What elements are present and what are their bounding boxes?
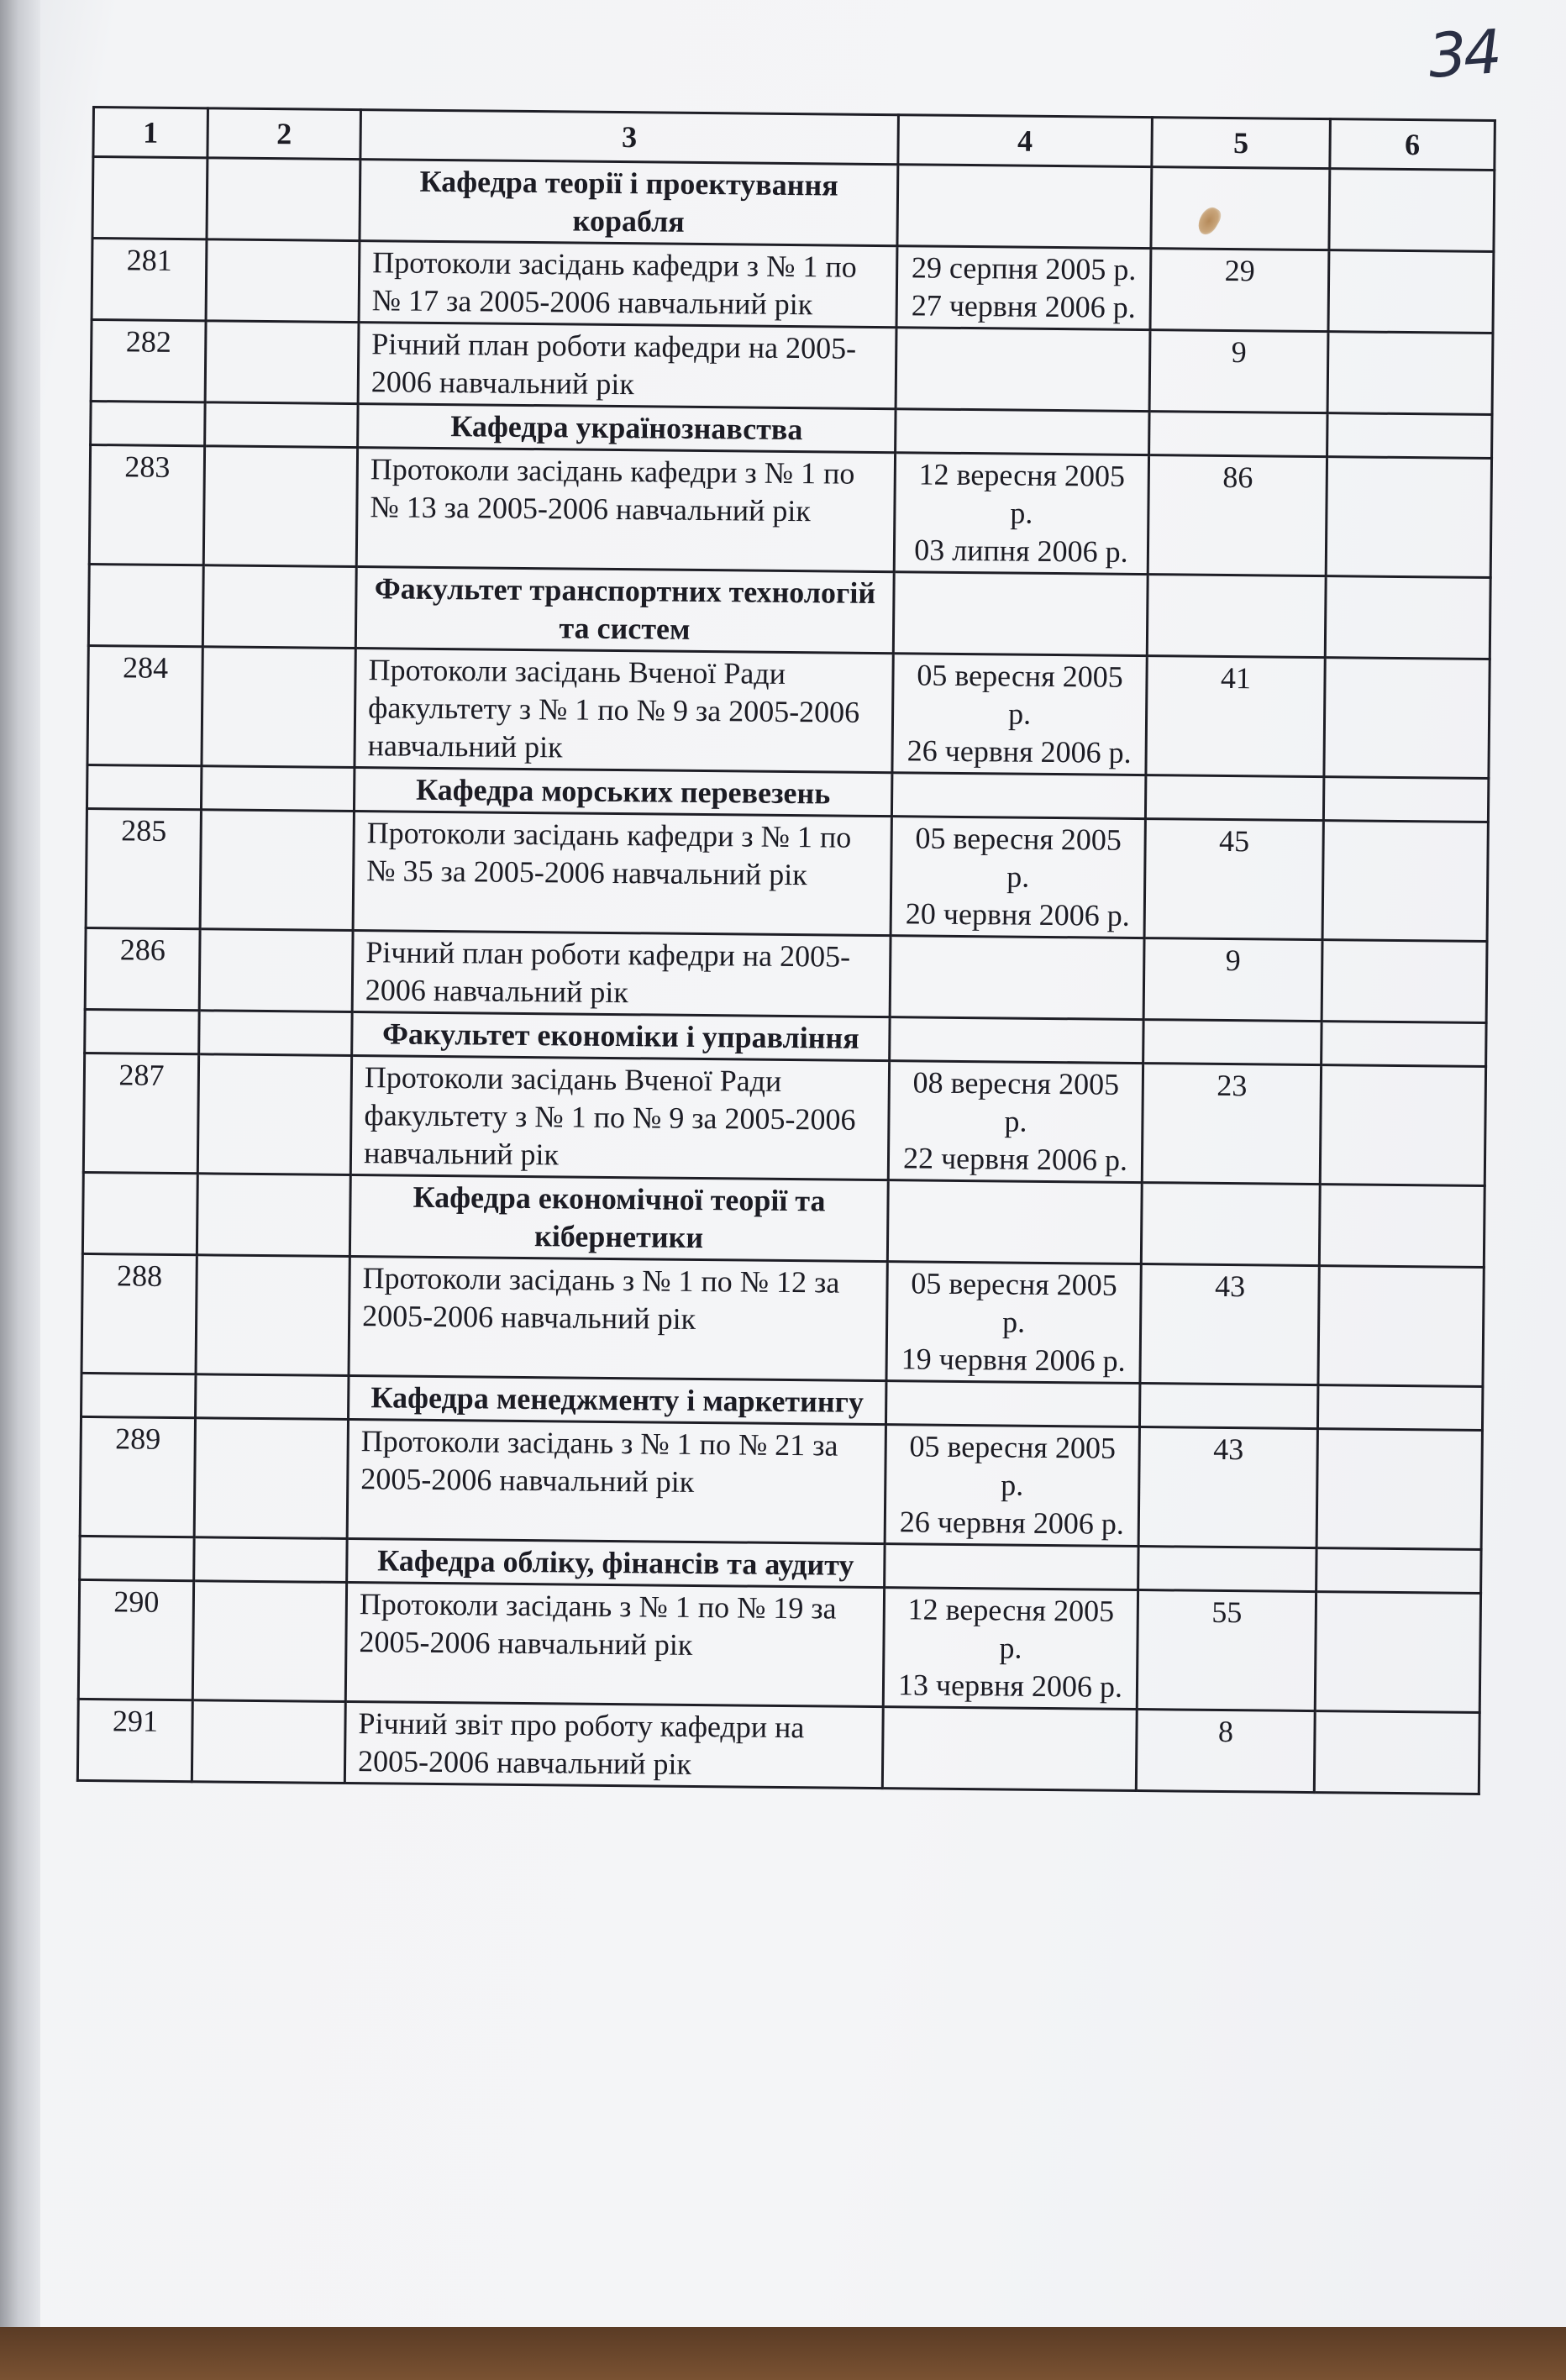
index-cell	[202, 647, 355, 768]
end-date: 19 червня 2006 р.	[901, 1342, 1126, 1378]
notes-cell	[1320, 1065, 1485, 1186]
dates-cell	[882, 1707, 1137, 1791]
item-number: 285	[86, 808, 201, 928]
sheets-cell	[1149, 412, 1327, 457]
end-date: 26 червня 2006 р.	[899, 1505, 1124, 1541]
item-number: 287	[83, 1053, 198, 1173]
dates-cell	[885, 1425, 1139, 1547]
table-row	[86, 808, 1488, 941]
number-cell	[87, 764, 201, 809]
table-row	[85, 927, 1487, 1022]
section-title: Кафедра українознавства	[358, 404, 896, 453]
start-date: 29 серпня 2005 р.	[911, 250, 1137, 286]
dates-cell	[896, 409, 1149, 455]
column-header: 4	[898, 115, 1153, 167]
column-header: 5	[1152, 118, 1331, 169]
item-number: 288	[81, 1253, 197, 1374]
dates-cell	[894, 453, 1148, 575]
index-cell	[199, 1011, 352, 1056]
section-title: Кафедра морських перевезень	[354, 768, 891, 817]
dates-cell	[886, 1262, 1141, 1384]
dates-cell	[888, 1061, 1143, 1183]
notes-cell	[1327, 413, 1492, 459]
column-header: 3	[360, 110, 899, 165]
item-title: Протоколи засідань з № 1 по № 21 за 2005-2006 навчальний рік	[347, 1419, 885, 1543]
start-date: 05 вересня 2005 р.	[915, 821, 1122, 894]
notes-cell	[1319, 1185, 1485, 1268]
end-date: 26 червня 2006 р.	[906, 733, 1132, 770]
end-date: 03 липня 2006 р.	[914, 533, 1128, 569]
index-cell	[192, 1581, 346, 1702]
end-date: 13 червня 2006 р.	[897, 1668, 1123, 1704]
notes-cell	[1315, 1592, 1480, 1713]
index-cell	[194, 1418, 348, 1539]
sheets-cell	[1141, 1183, 1320, 1266]
index-cell	[201, 766, 354, 812]
start-date: 05 вересня 2005 р.	[911, 1266, 1117, 1339]
end-date: 20 червня 2006 р.	[905, 896, 1130, 933]
sheets-cell	[1139, 1384, 1317, 1429]
start-date: 05 вересня 2005 р.	[917, 658, 1123, 731]
table-row	[83, 1053, 1485, 1185]
notes-cell	[1324, 658, 1490, 779]
sheet-count: 9	[1143, 938, 1322, 1022]
number-cell	[82, 1172, 197, 1254]
index-cell	[196, 1255, 349, 1376]
register-table	[76, 106, 1496, 1795]
sheet-count: 41	[1146, 656, 1325, 777]
index-cell	[197, 1174, 350, 1257]
item-title: Річний план роботи кафедри на 2005-2006 навчальний рік	[352, 931, 891, 1017]
section-title: Кафедра обліку, фінансів та аудиту	[347, 1538, 885, 1587]
notes-cell	[1326, 457, 1491, 578]
section-heading-row	[92, 157, 1495, 252]
item-title: Протоколи засідань з № 1 по № 19 за 2005-2006 навчальний рік	[345, 1582, 884, 1706]
table-row	[87, 645, 1490, 778]
dates-cell	[887, 1180, 1142, 1264]
sheets-cell	[1147, 575, 1326, 658]
dates-cell	[885, 1544, 1138, 1590]
dates-cell	[885, 1381, 1139, 1427]
dates-cell	[891, 773, 1145, 819]
item-number: 290	[78, 1579, 193, 1700]
section-title: Кафедра теорії і проектування корабля	[360, 160, 898, 246]
table-row	[89, 444, 1491, 577]
notes-cell	[1316, 1548, 1481, 1594]
item-title: Протоколи засідань Вченої Ради факультету з № 1 по № 9 за 2005-2006 навчальний рік	[355, 649, 893, 773]
sheet-count: 29	[1150, 249, 1329, 332]
page-binding	[0, 0, 40, 2327]
notes-cell	[1318, 1266, 1484, 1387]
index-cell	[207, 158, 360, 241]
item-title: Протоколи засідань Вченої Ради факультету з № 1 по № 9 за 2005-2006 навчальний рік	[350, 1056, 889, 1180]
section-heading-row	[88, 564, 1490, 659]
item-title: Протоколи засідань кафедри з № 1 по № 17 за 2005-2006 навчальний рік	[359, 241, 897, 328]
notes-cell	[1316, 1429, 1482, 1550]
index-cell	[200, 810, 354, 931]
number-cell	[81, 1373, 196, 1417]
index-cell	[202, 565, 356, 649]
column-header: 1	[93, 108, 208, 158]
index-cell	[199, 929, 353, 1012]
notes-cell	[1322, 821, 1488, 942]
notes-cell	[1317, 1385, 1482, 1431]
column-header: 6	[1330, 119, 1495, 171]
index-cell	[205, 402, 358, 448]
table-row	[77, 1699, 1479, 1794]
sheet-count: 23	[1142, 1064, 1321, 1185]
dates-cell	[890, 936, 1144, 1020]
notes-cell	[1327, 332, 1493, 415]
item-number: 282	[91, 320, 206, 402]
dates-cell	[891, 817, 1145, 938]
sheet-count: 43	[1140, 1264, 1319, 1385]
table-row	[91, 320, 1493, 415]
end-date: 22 червня 2006 р.	[902, 1141, 1128, 1177]
notes-cell	[1323, 777, 1488, 822]
index-cell	[206, 239, 360, 323]
dates-cell	[896, 246, 1151, 330]
index-cell	[197, 1054, 351, 1175]
dates-cell	[897, 165, 1152, 249]
table-row	[81, 1253, 1484, 1386]
sheet-count: 8	[1136, 1710, 1315, 1793]
item-number: 284	[87, 645, 202, 765]
index-cell	[196, 1374, 349, 1420]
end-date: 27 червня 2006 р.	[911, 288, 1136, 324]
register-body	[77, 157, 1494, 1794]
item-number: 289	[80, 1416, 195, 1537]
item-title: Протоколи засідань кафедри з № 1 по № 13 за 2005-2006 навчальний рік	[356, 448, 895, 572]
sheet-count: 43	[1138, 1427, 1317, 1548]
start-date: 08 вересня 2005 р.	[912, 1065, 1120, 1138]
notes-cell	[1325, 576, 1490, 659]
dates-cell	[883, 1588, 1138, 1710]
page-number: 34	[1426, 16, 1501, 92]
table-row	[78, 1579, 1480, 1712]
dates-cell	[890, 1017, 1143, 1064]
column-header: 2	[208, 108, 361, 160]
number-cell	[92, 157, 208, 239]
notes-cell	[1322, 1022, 1486, 1067]
section-title: Кафедра економічної теорії та кібернетики	[349, 1175, 888, 1262]
item-title: Річний звіт про роботу кафедри на 2005-2006 навчальний рік	[344, 1701, 883, 1788]
number-cell	[80, 1536, 194, 1580]
notes-cell	[1329, 169, 1495, 252]
dates-cell	[893, 572, 1148, 656]
notes-cell	[1314, 1711, 1479, 1794]
section-title: Факультет транспортних технологій та систем	[355, 567, 894, 654]
number-cell	[91, 401, 205, 445]
item-title: Протоколи засідань з № 1 по № 12 за 2005-2006 навчальний рік	[349, 1257, 887, 1381]
index-cell	[203, 446, 357, 567]
sheet-count: 55	[1137, 1590, 1316, 1711]
sheets-cell	[1145, 775, 1323, 821]
item-number: 281	[92, 239, 207, 321]
section-heading-row	[82, 1172, 1485, 1267]
number-cell	[85, 1009, 199, 1053]
item-number: 291	[77, 1699, 192, 1781]
start-date: 12 вересня 2005 р.	[918, 457, 1126, 530]
notes-cell	[1328, 250, 1494, 334]
dates-cell	[892, 654, 1147, 775]
index-cell	[194, 1537, 347, 1583]
start-date: 05 вересня 2005 р.	[909, 1429, 1117, 1502]
number-cell	[88, 564, 203, 646]
sheet-count: 86	[1148, 455, 1327, 576]
start-date: 12 вересня 2005 р.	[907, 1592, 1115, 1665]
index-cell	[205, 321, 359, 404]
item-title: Протоколи засідань кафедри з № 1 по № 35 за 2005-2006 навчальний рік	[353, 812, 891, 936]
section-title: Кафедра менеджменту і маркетингу	[349, 1375, 886, 1424]
item-number: 283	[89, 444, 204, 565]
sheets-cell	[1151, 167, 1330, 250]
sheet-count: 9	[1149, 330, 1328, 413]
item-number: 286	[85, 927, 200, 1010]
table-row	[92, 239, 1494, 334]
sheet-count: 45	[1144, 819, 1323, 940]
notes-cell	[1322, 940, 1487, 1023]
section-title: Факультет економіки і управління	[352, 1012, 890, 1061]
desk-surface	[0, 2327, 1566, 2380]
table-row	[80, 1416, 1482, 1549]
item-title: Річний план роботи кафедри на 2005-2006 навчальний рік	[358, 323, 896, 409]
dates-cell	[896, 328, 1150, 412]
index-cell	[192, 1700, 345, 1784]
sheets-cell	[1143, 1020, 1322, 1065]
sheets-cell	[1138, 1547, 1316, 1592]
